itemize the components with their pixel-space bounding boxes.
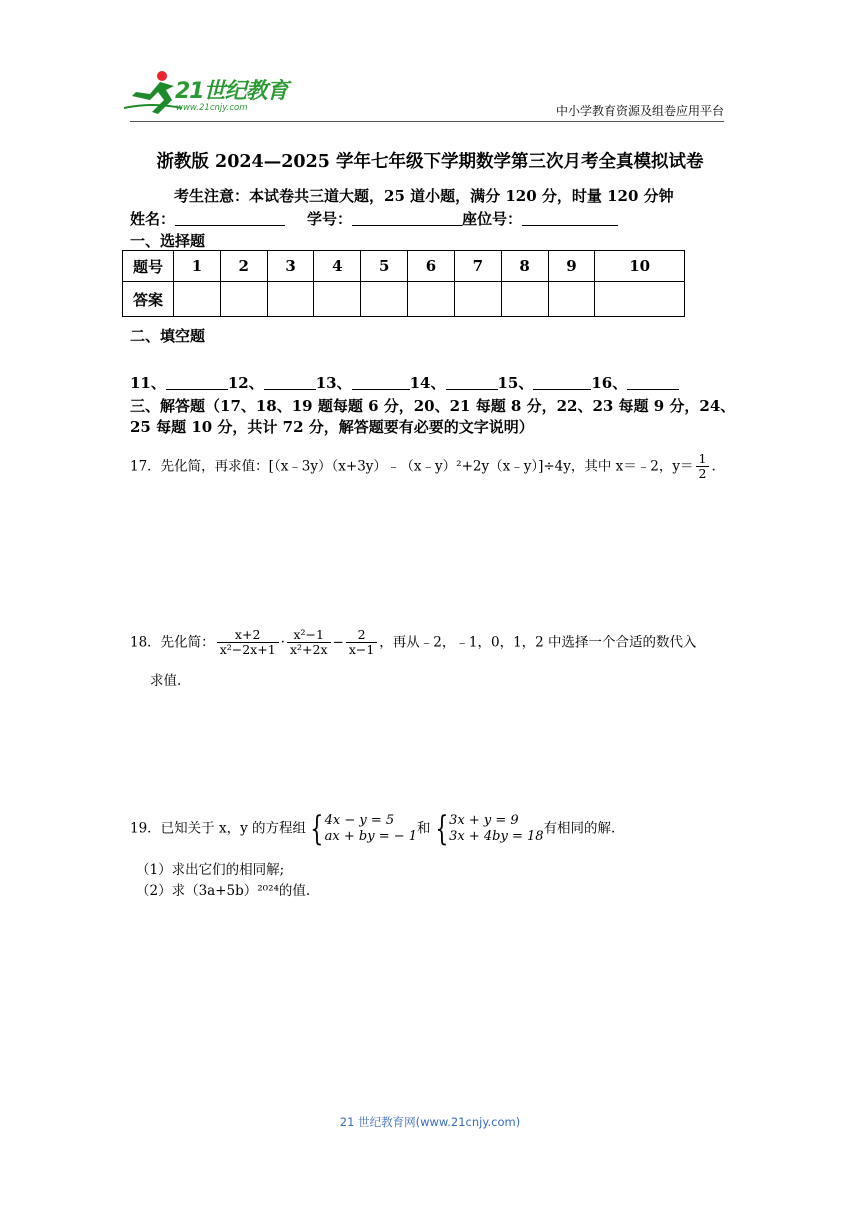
- q18-fraction-1: [217, 628, 279, 658]
- table-row: [123, 282, 685, 317]
- minus-sign: −: [332, 634, 344, 651]
- q18-rest: ，再从﹣2，﹣1，0，1，2 中选择一个合适的数代入: [379, 634, 697, 651]
- seat-label: 座位号：: [462, 210, 523, 228]
- question-number: 8: [501, 251, 548, 282]
- logo-url: www.21cnjy.com: [176, 103, 248, 113]
- equation-system-1: [306, 809, 418, 849]
- footer-link[interactable]: 21 世纪教育网(www.21cnjy.com): [339, 1115, 521, 1129]
- section-2-title: 二、填空题: [130, 327, 206, 345]
- question-19-part-1: （1）求出它们的相同解;: [136, 862, 285, 878]
- question-18: [130, 628, 697, 658]
- seat-blank[interactable]: [522, 225, 618, 226]
- q17-text: 17．先化简，再求值：[（x﹣3y）（x+3y）﹣（x﹣y）²+2y（x﹣y）]÷4y，其中 x＝﹣2，y＝: [130, 458, 694, 475]
- question-number: 1: [174, 251, 221, 282]
- answer-cell[interactable]: [501, 282, 548, 317]
- question-17: [130, 452, 716, 482]
- equation: ax + by = − 1: [324, 829, 418, 844]
- question-18-cont: 求值.: [150, 673, 182, 689]
- answer-cell[interactable]: [220, 282, 267, 317]
- section-3-title: 三、解答题（17、18、19 题每题 6 分，20、21 每题 8 分，22、23 每题 9 分，24、: [130, 397, 736, 415]
- fill-blank-15[interactable]: [533, 389, 591, 390]
- answer-cell[interactable]: [454, 282, 501, 317]
- answer-cell[interactable]: [267, 282, 314, 317]
- question-19: [130, 809, 616, 849]
- question-number: 10: [595, 251, 685, 282]
- fill-label-13: 13、: [315, 374, 352, 392]
- answer-cell[interactable]: [595, 282, 685, 317]
- frac-denominator: 2: [696, 466, 710, 481]
- answer-cell[interactable]: [361, 282, 408, 317]
- question-number: 2: [220, 251, 267, 282]
- question-number: 4: [314, 251, 361, 282]
- q19-label: 19．已知关于 x，y 的方程组: [130, 820, 307, 837]
- section-3-title-cont: 25 每题 10 分，共计 72 分，解答题要有必要的文字说明）: [130, 418, 534, 436]
- row-header-question: 题号: [123, 251, 174, 282]
- answer-cell[interactable]: [548, 282, 595, 317]
- q18-fraction-2: [287, 628, 331, 658]
- frac-numerator: x+2: [234, 627, 261, 642]
- times-dot: ·: [280, 634, 285, 651]
- equation: 4x − y = 5: [324, 812, 395, 828]
- header-divider: [130, 121, 724, 122]
- id-blank[interactable]: [352, 225, 462, 226]
- table-row: [123, 251, 685, 282]
- frac-denominator: x−1: [346, 642, 377, 657]
- frac-numerator: 1: [698, 451, 707, 466]
- student-info: [130, 208, 618, 229]
- equation-system-2: [431, 809, 544, 849]
- q17-fraction: [696, 452, 710, 482]
- name-label: 姓名：: [130, 210, 176, 228]
- question-number: 9: [548, 251, 595, 282]
- fill-blank-13[interactable]: [352, 389, 410, 390]
- logo-text: 21世纪教育: [175, 79, 288, 104]
- and-word: 和: [417, 820, 431, 837]
- equation: 3x + y = 9: [449, 812, 519, 828]
- fill-blank-16[interactable]: [627, 389, 679, 390]
- exam-notice: 考生注意：本试卷共三道大题，25 道小题，满分 120 分，时量 120 分钟: [174, 187, 674, 205]
- brace-icon: {: [434, 809, 448, 849]
- question-19-part-2: （2）求（3a+5b）²⁰²⁴的值.: [136, 883, 311, 899]
- fill-blank-12[interactable]: [264, 389, 316, 390]
- answer-table: [122, 250, 685, 317]
- equation: 3x + 4by = 18: [449, 829, 544, 844]
- question-number: 7: [454, 251, 501, 282]
- q17-end: .: [711, 458, 716, 475]
- fill-label-16: 16、: [591, 374, 628, 392]
- fill-label-14: 14、: [409, 374, 446, 392]
- fill-label-11: 11、: [130, 374, 166, 392]
- section-1-title: 一、选择题: [130, 232, 206, 250]
- answer-cell[interactable]: [174, 282, 221, 317]
- question-number: 5: [361, 251, 408, 282]
- fill-blank-row: [130, 372, 679, 393]
- answer-cell[interactable]: [314, 282, 361, 317]
- question-number: 3: [267, 251, 314, 282]
- exam-title: 浙教版 2024—2025 学年七年级下学期数学第三次月考全真模拟试卷: [156, 152, 704, 172]
- fill-blank-11[interactable]: [166, 389, 228, 390]
- brace-icon: {: [310, 809, 324, 849]
- frac-denominator: x²+2x: [287, 642, 331, 657]
- name-blank[interactable]: [175, 225, 285, 226]
- q18-fraction-3: [346, 628, 377, 658]
- fill-label-12: 12、: [227, 374, 264, 392]
- answer-cell[interactable]: [408, 282, 455, 317]
- fill-label-15: 15、: [497, 374, 534, 392]
- q19-tail: 有相同的解.: [543, 820, 616, 837]
- row-header-answer: 答案: [123, 282, 174, 317]
- frac-denominator: x²−2x+1: [217, 642, 279, 657]
- id-label: 学号：: [307, 210, 353, 228]
- q18-label: 18．先化简：: [130, 634, 215, 651]
- platform-label: 中小学教育资源及组卷应用平台: [555, 104, 724, 118]
- question-number: 6: [408, 251, 455, 282]
- frac-numerator: x²−1: [293, 627, 324, 642]
- fill-blank-14[interactable]: [446, 389, 498, 390]
- frac-numerator: 2: [357, 627, 366, 642]
